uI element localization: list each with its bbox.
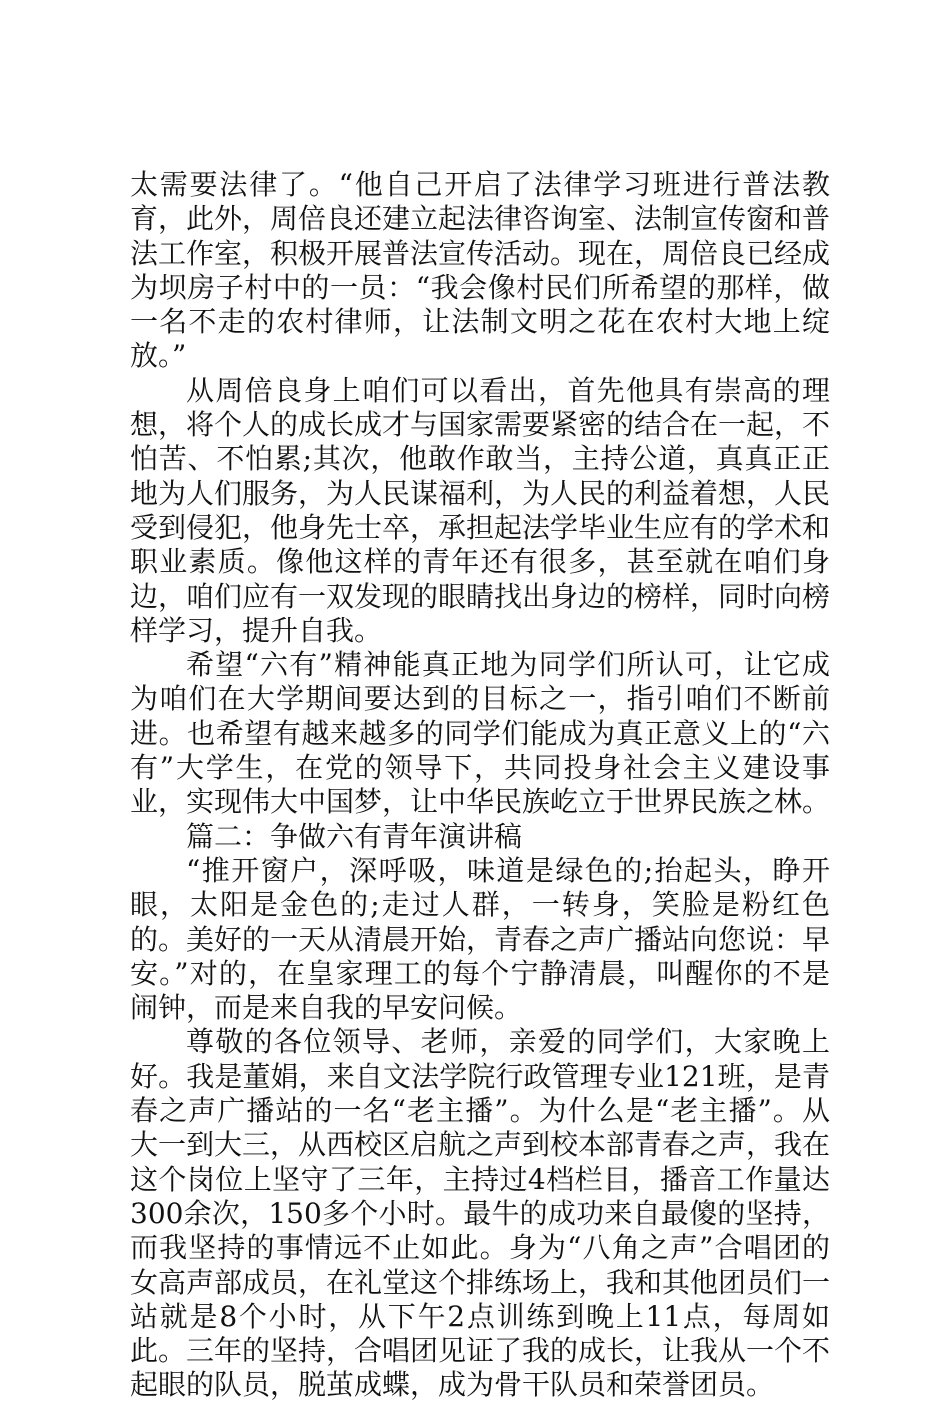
paragraph-1: 太需要法律了。“他自己开启了法律学习班进行普法教育，此外，周倍良还建立起法律咨询室、法制宣传窗和普法工作室，积极开展普法宣传活动。现在，周倍良已经成为坝房子村中的一员：“我会像村民们所希望的那样，做一名不走的农村律师，让法制文明之花在农村大地上绽放。” [130, 168, 831, 373]
paragraph-3: 希望“六有”精神能真正地为同学们所认可，让它成为咱们在大学期间要达到的目标之一，指引咱们不断前进。也希望有越来越多的同学们能成为真正意义上的“六有”大学生，在党的领导下，共同投身社会主义建设事业，实现伟大中国梦，让中华民族屹立于世界民族之林。 [130, 648, 831, 819]
paragraph-2: 从周倍良身上咱们可以看出，首先他具有崇高的理想，将个人的成长成才与国家需要紧密的结合在一起，不怕苦、不怕累;其次，他敢作敢当，主持公道，真真正正地为人们服务，为人民谋福利，为人民的利益着想，人民受到侵犯，他身先士卒，承担起法学毕业生应有的学术和职业素质。像他这样的青年还有很多，甚至就在咱们身边，咱们应有一双发现的眼睛找出身边的榜样，同时向榜样学习，提升自我。 [130, 373, 831, 647]
paragraph-4: “推开窗户，深呼吸，味道是绿色的;抬起头，睁开眼，太阳是金色的;走过人群，一转身，笑脸是粉红色的。美好的一天从清晨开始，青春之声广播站向您说：早安。”对的，在皇家理工的每个宁静清晨，叫醒你的不是闹钟，而是来自我的早安问候。 [130, 853, 831, 1025]
document-body [130, 168, 830, 1403]
section-heading: 篇二：争做六有青年演讲稿 [186, 819, 523, 853]
paragraph-5: 尊敬的各位领导、老师，亲爱的同学们，大家晚上好。我是董娟，来自文法学院行政管理专业121班，是青春之声广播站的一名“老主播”。为什么是“老主播”。从大一到大三，从西校区启航之声到校本部青春之声，我在这个岗位上坚守了三年，主持过4档栏目，播音工作量达300余次，150多个小时。最牛的成功来自最傻的坚持，而我坚持的事情远不止如此。身为“八角之声”合唱团的女高声部成员，在礼堂这个排练场上，我和其他团员们一站就是8个小时，从下午2点训练到晚上11点，每周如此。三年的坚持，合唱团见证了我的成长，让我从一个不起眼的队员，脱茧成蝶，成为骨干队员和荣誉团员。 [130, 1025, 831, 1402]
